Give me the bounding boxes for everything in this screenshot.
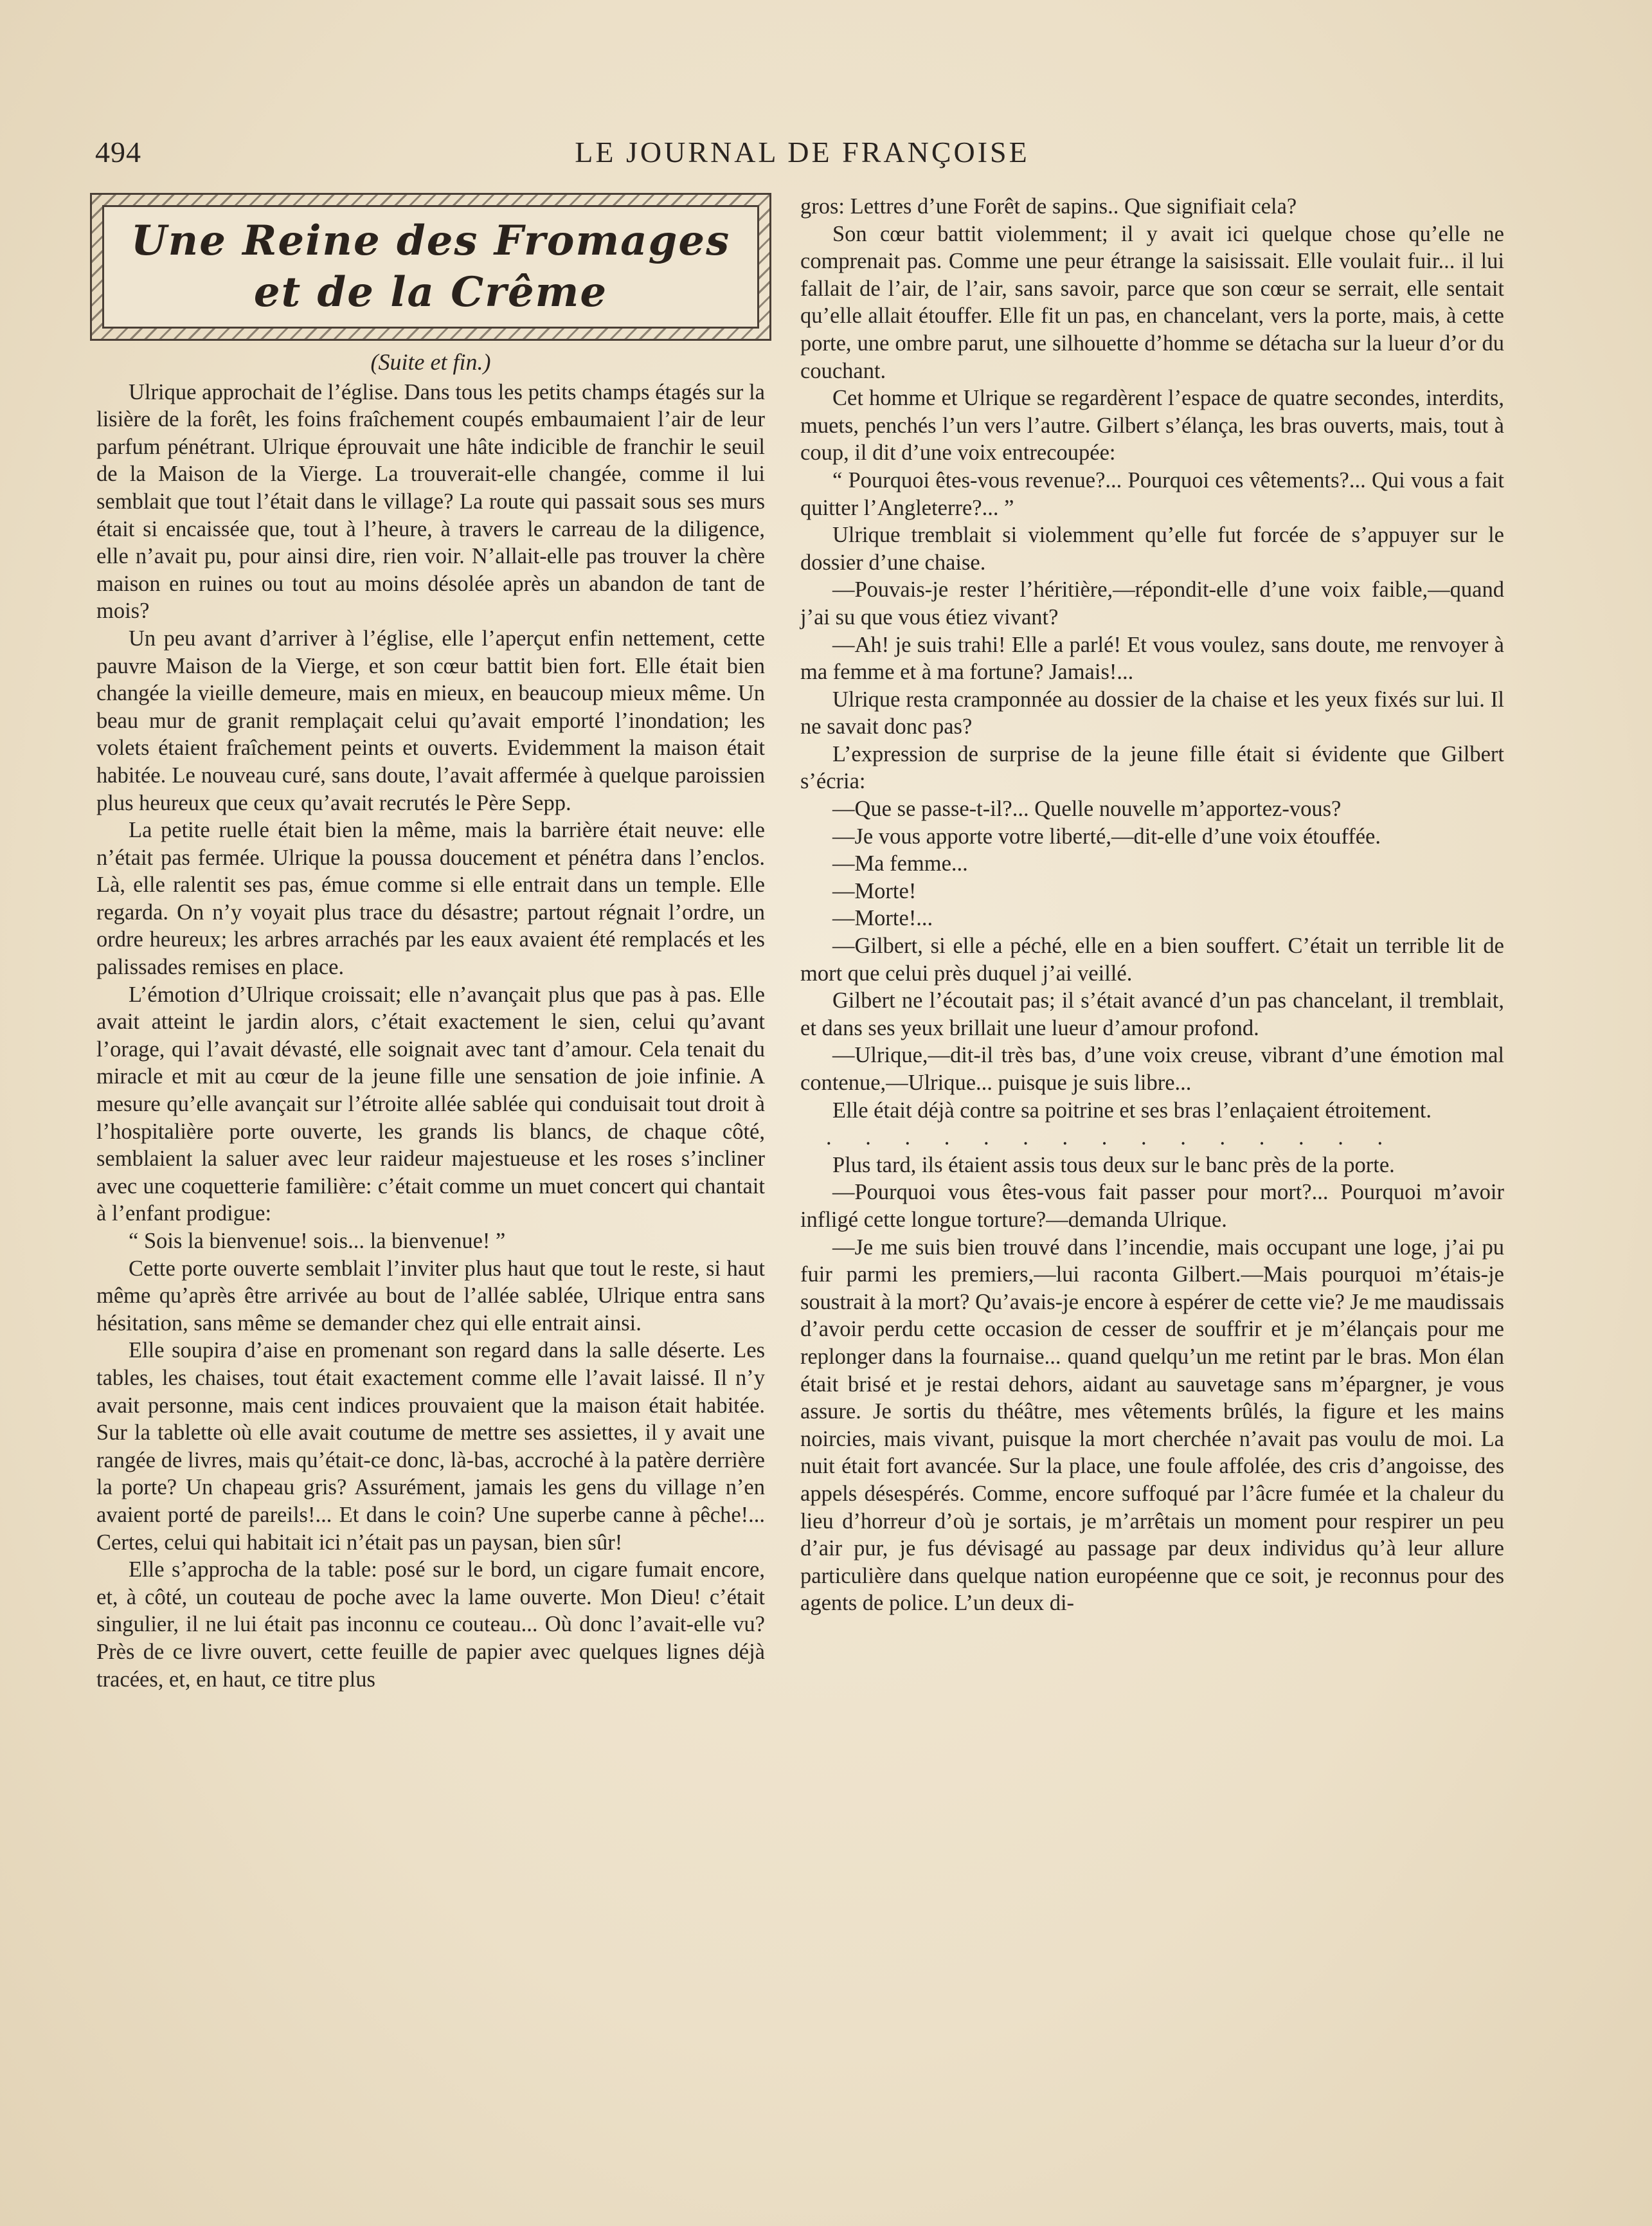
paragraph: Ulrique approchait de l’église. Dans tous les petits champs étagés sur la lisière de la forêt, les foins fraîchement coupés embaumaient l’air de leur parfum pénétrant. Ulrique éprouvait une hâte indicible de franchir le seuil de la Maison de la Vierge. La trouverait-elle changée, comme il lui semblait que tout l’était dans le village? La route qui passait sous ses murs était si encaissée que, tout à l’heure, à travers le carreau de la diligence, elle n’avait pu, pour ainsi dire, rien voir. N’allait-elle pas trouver la chère maison en ruines ou tout au moins désolée après un abandon de tant de mois? — [96, 379, 765, 624]
paragraph: L’émotion d’Ulrique croissait; elle n’avançait plus que pas à pas. Elle avait atteint le jardin alors, c’était exactement le sien, celui qu’avant l’orage, qui l’avait dévasté, elle soignait avec tant d’amour. Cela tenait du miracle et mit au cœur de la jeune fille une sensation de joie infinie. A mesure qu’elle avançait sur l’étroite allée sablée qui conduisait tout droit à l’hospitalière porte ouverte, les grands lis blancs, de chaque côté, semblaient la saluer avec leur raideur majestueuse et les roses s’incliner avec une coquetterie familière: c’était comme un muet concert qui chantait à l’enfant prodigue: — [96, 982, 765, 1226]
paragraph: —Que se passe-t-il?... Quelle nouvelle m’apportez-vous? — [832, 797, 1342, 822]
paragraph: Elle soupira d’aise en promenant son regard dans la salle déserte. Les tables, les chaises, tout était exactement comme elle l’avait laissé. Il n’y avait personne, mais cent indices prouvaient que la maison était habitée. Sur la tablette où elle avait coutume de mettre ses assiettes, il y avait une rangée de livres, mais qu’était-ce donc, là-bas, accroché à la patère derrière la porte? Un chapeau gris? Assurément, jamais les gens du village n’en avaient porté de pareils!... Et dans le coin? Une superbe canne à pêche!... Certes, celui qui habitait ici n’était pas un paysan, bien sûr! — [96, 1338, 765, 1555]
article-title-line-2: et de la Crême — [253, 268, 608, 316]
paragraph: —Je vous apporte votre liberté,—dit-elle d’une voix étouffée. — [832, 824, 1381, 849]
article-subtitle: (Suite et fin.) — [370, 349, 491, 375]
paragraph: Gilbert ne l’écoutait pas; il s’était avancé d’un pas chancelant, il tremblait, et dans ses yeux brillait une lueur d’amour profond. — [800, 988, 1504, 1040]
paragraph: Ulrique resta cramponnée au dossier de la chaise et les yeux fixés sur lui. Il ne savait donc pas? — [800, 687, 1504, 739]
paragraph: La petite ruelle était bien la même, mais la barrière était neuve: elle n’était pas fermée. Ulrique la poussa doucement et pénétra dans l’enclos. Là, elle ralentit ses pas, émue comme si elle entrait dans un temple. Elle regarda. On n’y voyait plus trace du désastre; partout régnait l’ordre, un ordre heureux; les arbres arrachés par les eaux avaient été remplacés et les palissades remises en place. — [96, 818, 765, 980]
paragraph: Elle était déjà contre sa poitrine et ses bras l’enlaçaient étroitement. — [832, 1098, 1432, 1123]
paragraph: —Morte! — [832, 878, 917, 903]
paragraph: —Ma femme... — [832, 851, 968, 876]
page-number: 494 — [95, 136, 141, 168]
paragraph: Cette porte ouverte semblait l’inviter plus haut que tout le reste, si haut même qu’après être arrivée au bout de l’allée sablée, Ulrique entra sans hésitation, sans même se demander chez qui elle entrait ainsi. — [96, 1256, 765, 1335]
paragraph: Plus tard, ils étaient assis tous deux sur le banc près de la porte. — [832, 1152, 1395, 1177]
paragraph: —Je me suis bien trouvé dans l’incendie, mais occupant une loge, j’ai pu fuir parmi les premiers,—lui raconta Gilbert.—Mais pourquoi m’étais-je soustrait à la mort? Qu’avais-je encore à espérer de cette vie? Je me maudissais d’avoir perdu cette occasion de cesser de souffrir et je m’élançais pour me replonger dans la fournaise... quand quelqu’un me retint par le bras. Mon élan était brisé et je restai dehors, aidant au sauvetage sans m’épargner, je vous assure. Je sortis du théâtre, mes vêtements brûlés, la figure et les mains noircies, mais vivant, puisque la mort cherchée n’avait pas voulu de moi. La nuit était fort avancée. Sur la place, une foule affolée, des cris d’angoisse, des appels désespérés. Comme, encore suffoqué par l’âcre fumée et la chaleur du lieu d’horreur d’où je sortais, je m’arrêtais un moment pour respirer un peu d’air pur, je fus dévisagé au passage par deux individus qu’à leur allure particulière dans quelque nation européenne que ce soit, je reconnus pour des agents de police. L’un deux di- — [800, 1235, 1504, 1616]
left-column — [96, 186, 765, 1693]
article-title-inner — [102, 205, 759, 329]
paragraph: Son cœur battit violemment; il y avait ici quelque chose qu’elle ne comprenait pas. Comme une peur étrange la saisissait. Elle voulait fuir... il lui fallait de l’air, de l’air, sans savoir, parce que son cœur se serrait, elle sentait qu’elle allait étouffer. Elle fit un pas, en chancelant, vers la porte, mais, à cette porte, une ombre parut, une silhouette d’homme se détacha sur la lueur d’or du couchant. — [800, 221, 1504, 383]
paragraph: Ulrique tremblait si violemment qu’elle fut forcée de s’appuyer sur le dossier d’une chaise. — [800, 523, 1504, 575]
section-separator: . . . . . . . . . . . . . . . — [826, 1125, 1397, 1150]
article-title-frame — [90, 193, 771, 341]
paragraph: L’expression de surprise de la jeune fille était si évidente que Gilbert s’écria: — [800, 741, 1504, 794]
paragraph: “ Sois la bienvenue! sois... la bienvenue! ” — [129, 1229, 506, 1253]
running-title: LE JOURNAL DE FRANÇOISE — [575, 136, 1030, 168]
paragraph: Elle s’approcha de la table: posé sur le bord, un cigare fumait encore, et, à côté, un couteau de poche avec la lame ouverte. Mon Dieu! c’était singulier, il ne lui était pas inconnu ce couteau... Où donc l’avait-elle vu? Près de ce livre ouvert, cette feuille de papier avec quelques lignes déjà tracées, et, en haut, ce titre plus — [96, 1557, 765, 1692]
article-title-line-1: Une Reine des Fromages — [130, 217, 731, 265]
paragraph: —Pouvais-je rester l’héritière,—répondit-elle d’une voix faible,—quand j’ai su que vous étiez vivant? — [800, 577, 1504, 629]
page-header — [95, 135, 1509, 180]
paragraph: Un peu avant d’arriver à l’église, elle l’aperçut enfin nettement, cette pauvre Maison de la Vierge, et son cœur battit bien fort. Elle était bien changée la vieille demeure, mais en mieux, en beaucoup mieux même. Un beau mur de granit remplaçait celui qu’avait emporté l’inondation; les volets étaient fraîchement peints et ouverts. Evidemment la maison était habitée. Le nouveau curé, sans doute, l’avait affermée à quelque paroissien plus heureux que ceux qu’avait recrutés le Père Sepp. — [96, 626, 765, 815]
right-column — [800, 193, 1504, 1617]
paragraph: —Pourquoi vous êtes-vous fait passer pour mort?... Pourquoi m’avoir infligé cette longue torture?—demanda Ulrique. — [800, 1180, 1504, 1232]
paragraph: —Morte!... — [832, 906, 933, 931]
paragraph: “ Pourquoi êtes-vous revenue?... Pourquoi ces vêtements?... Qui vous a fait quitter l’Angleterre?... ” — [800, 467, 1504, 520]
paragraph: —Gilbert, si elle a péché, elle en a bien souffert. C’était un terrible lit de mort que celui près duquel j’ai veillé. — [800, 934, 1504, 986]
paragraph: —Ah! je suis trahi! Elle a parlé! Et vous voulez, sans doute, me renvoyer à ma femme et à ma fortune? Jamais!... — [800, 632, 1504, 685]
paragraph: —Ulrique,—dit-il très bas, d’une voix creuse, vibrant d’une émotion mal contenue,—Ulrique... puisque je suis libre... — [800, 1043, 1504, 1095]
paragraph: Cet homme et Ulrique se regardèrent l’espace de quatre secondes, interdits, muets, penchés l’un vers l’autre. Gilbert s’élança, les bras ouverts, mais, tout à coup, il dit d’une voix entrecoupée: — [800, 386, 1504, 466]
paragraph-continued: gros: Lettres d’une Forêt de sapins.. Que signifiait cela? — [800, 194, 1297, 219]
